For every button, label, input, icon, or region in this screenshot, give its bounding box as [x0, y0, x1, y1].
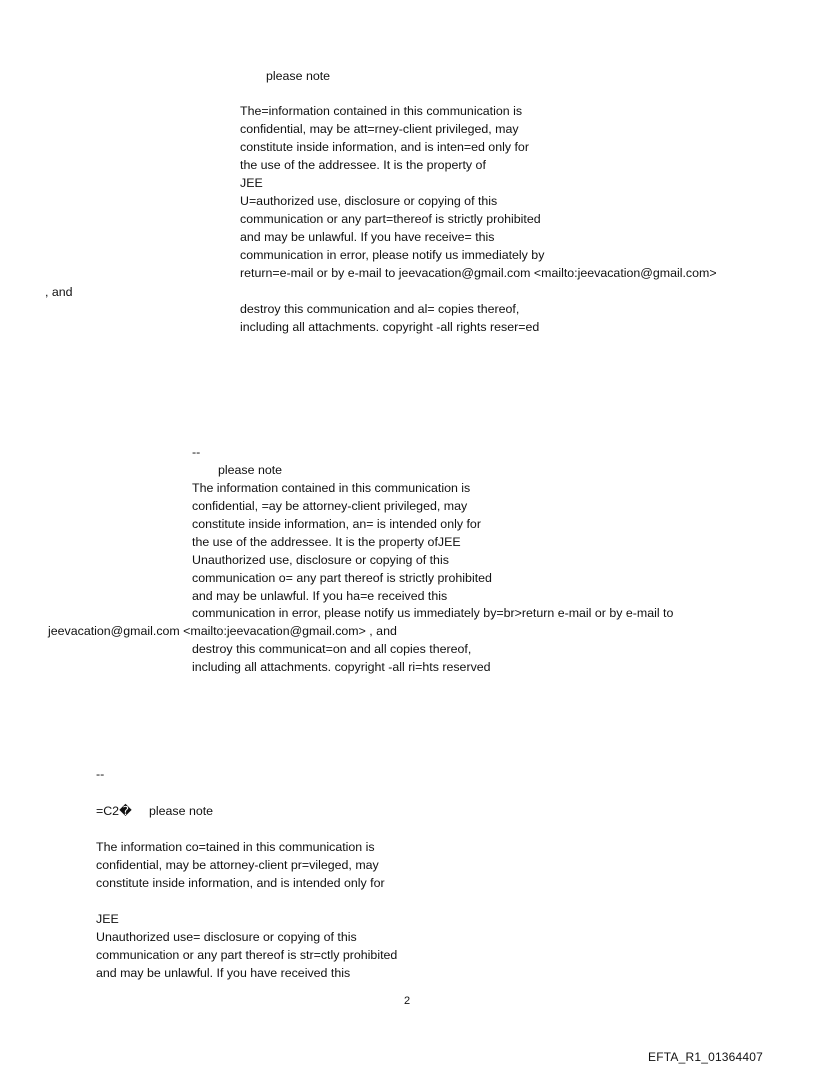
- block3-line: The information co=tained in this communication is: [96, 840, 375, 854]
- block2-line: communication o= any part thereof is strictly prohibited: [192, 571, 492, 585]
- document-id: EFTA_R1_01364407: [648, 1050, 764, 1064]
- block1-line: communication or any part=thereof is strictly prohibited: [240, 212, 541, 226]
- block2-line: constitute inside information, an= is intended only for: [192, 517, 481, 531]
- block2-heading: please note: [218, 463, 283, 477]
- block2-line: communication in error, please notify us immediately by=br>return e-mail or by e-mail to: [192, 606, 674, 620]
- block2-wrap: jeevacation@gmail.com <mailto:jeevacation@gmail.com> , and: [48, 624, 397, 638]
- block1-line: communication in error, please notify us immediately by: [240, 248, 545, 262]
- block3-line: confidential, may be attorney-client pr=vileged, may: [96, 858, 379, 872]
- block2-line: including all attachments. copyright -all ri=hts reserved: [192, 660, 491, 674]
- block1-line: The=information contained in this communication is: [240, 104, 523, 118]
- block3-separator: --: [96, 767, 105, 781]
- block3-line: communication or any part thereof is str=ctly prohibited: [96, 948, 398, 962]
- block2-line: destroy this communicat=on and all copies thereof,: [192, 642, 472, 656]
- block3-heading: =C2� please note: [96, 804, 214, 818]
- page-number: 2: [404, 995, 411, 1007]
- block1-heading: please note: [266, 69, 331, 83]
- block1-line: confidential, may be att=rney-client privileged, may: [240, 122, 519, 136]
- block3-line: and may be unlawful. If you have received this: [96, 966, 351, 980]
- block3-line: JEE: [96, 912, 119, 926]
- block1-line: return=e-mail or by e-mail to jeevacation@gmail.com <mailto:jeevacation@gmail.com>: [240, 266, 717, 280]
- block2-line: and may be unlawful. If you ha=e received this: [192, 589, 448, 603]
- block3-line: Unauthorized use= disclosure or copying of this: [96, 930, 357, 944]
- block2-line: confidential, =ay be attorney-client privileged, may: [192, 499, 468, 513]
- block1-wrap: , and: [45, 285, 73, 299]
- block2-line: Unauthorized use, disclosure or copying of this: [192, 553, 449, 567]
- block1-line: destroy this communication and al= copies thereof,: [240, 302, 520, 316]
- block2-separator: --: [192, 445, 201, 459]
- block1-line: U=authorized use, disclosure or copying of this: [240, 194, 498, 208]
- block3-line: constitute inside information, and is intended only for: [96, 876, 385, 890]
- block2-line: The information contained in this communication is: [192, 481, 471, 495]
- block1-line: the use of the addressee. It is the property of: [240, 158, 486, 172]
- block1-line: and may be unlawful. If you have receive= this: [240, 230, 495, 244]
- block1-line: constitute inside information, and is inten=ed only for: [240, 140, 529, 154]
- block1-line: JEE: [240, 176, 263, 190]
- block2-line: the use of the addressee. It is the property ofJEE: [192, 535, 461, 549]
- block1-line: including all attachments. copyright -all rights reser=ed: [240, 320, 540, 334]
